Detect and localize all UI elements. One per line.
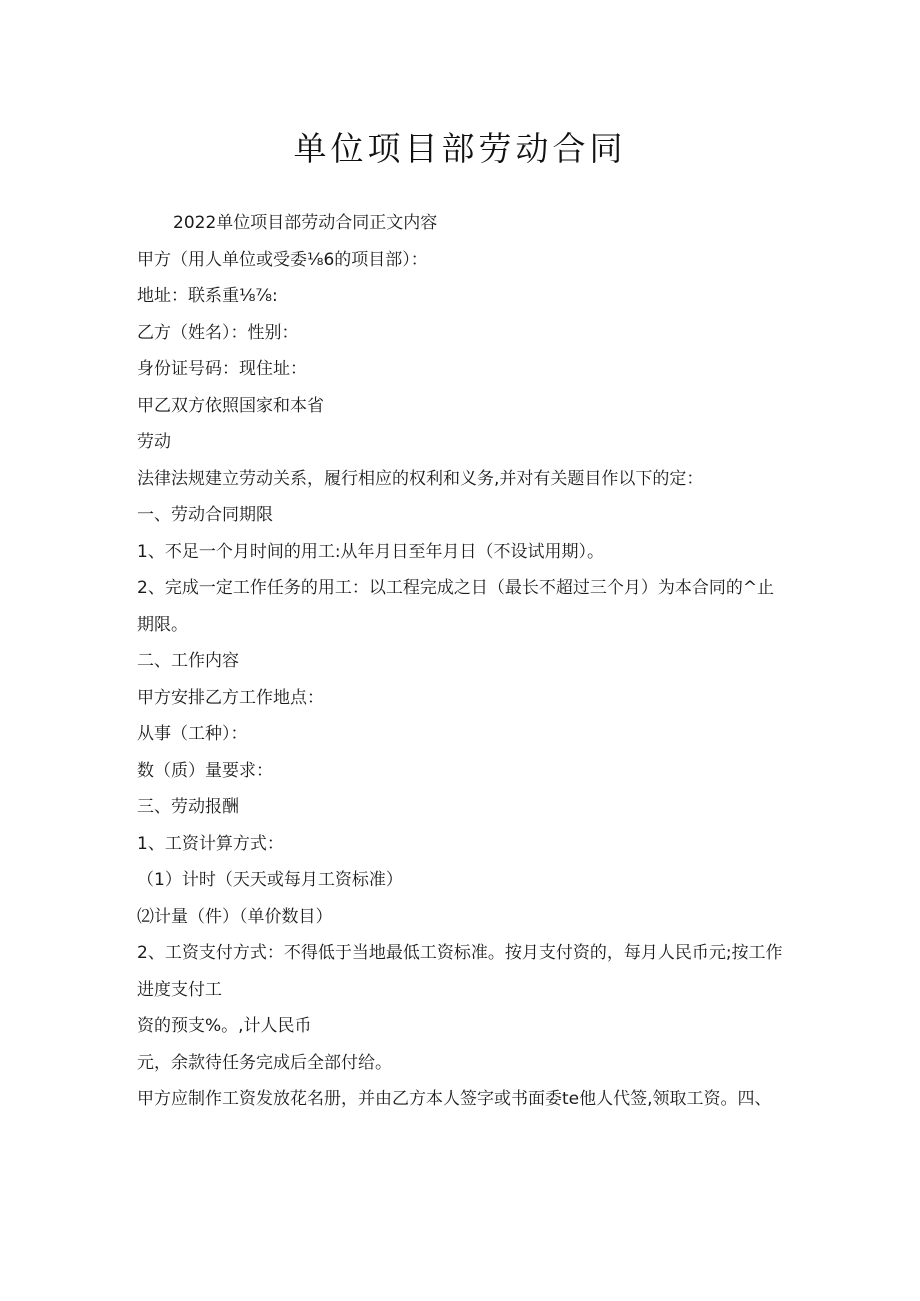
body-line-wage-piece: ⑵计量（件）（单价数目） xyxy=(137,906,333,927)
body-line-id-number: 身份证号码：现住址： xyxy=(137,359,307,379)
body-line-term-2: 2、完成一定工作任务的用工：以工程完成之日（最长不超过三个月）为本合同的^止 xyxy=(137,578,775,598)
body-line-wage-time: （1）计时（天天或每月工资标准） xyxy=(137,870,403,890)
body-line-term-2-cont: 期限。 xyxy=(137,614,188,635)
body-line-wage-payment-cont-1: 进度支付工 xyxy=(137,979,222,1000)
body-line-agreement-3: 法律法规建立劳动关系，履行相应的权利和义务,并对有关题目作以下的定： xyxy=(137,468,704,489)
body-line-quality-requirement: 数（质）量要求： xyxy=(137,760,273,781)
body-line-wage-payment-cont-2: 资的预支%。,计人民币 xyxy=(137,1016,312,1036)
section-heading-remuneration: 三、劳动报酬 xyxy=(137,797,239,817)
section-heading-term: 一、劳动合同期限 xyxy=(137,505,273,525)
body-line-intro: 2022单位项目部劳动合同正文内容 xyxy=(173,213,438,233)
section-heading-work-content: 二、工作内容 xyxy=(137,651,239,671)
body-line-term-1: 1、不足一个月时间的用工:从年月日至年月日（不设试用期）。 xyxy=(137,541,605,562)
document-body xyxy=(137,205,787,1118)
body-line-address: 地址：联系重⅛⅞: xyxy=(137,286,278,306)
body-line-payroll: 甲方应制作工资发放花名册，并由乙方本人签字或书面委te他人代签,领取工资。四、 xyxy=(137,1089,772,1109)
document-title: 单位项目部劳动合同 xyxy=(293,129,627,168)
body-line-party-a: 甲方（用人单位或受委⅛6的项目部）： xyxy=(137,249,428,270)
body-line-agreement-2: 劳动 xyxy=(137,432,171,452)
body-line-wage-calc: 1、工资计算方式： xyxy=(137,833,284,854)
body-line-wage-payment-cont-3: 元，余款待任务完成后全部付给。 xyxy=(137,1052,392,1073)
body-line-agreement-1: 甲乙双方依照国家和本省 xyxy=(137,395,324,416)
body-line-work-location: 甲方安排乙方工作地点： xyxy=(137,687,324,708)
body-line-work-type: 从事（工种）： xyxy=(137,724,248,744)
body-line-wage-payment: 2、工资支付方式：不得低于当地最低工资标准。按月支付资的，每月人民币元;按工作 xyxy=(137,943,783,963)
body-line-party-b: 乙方（姓名）：性别： xyxy=(137,322,299,343)
